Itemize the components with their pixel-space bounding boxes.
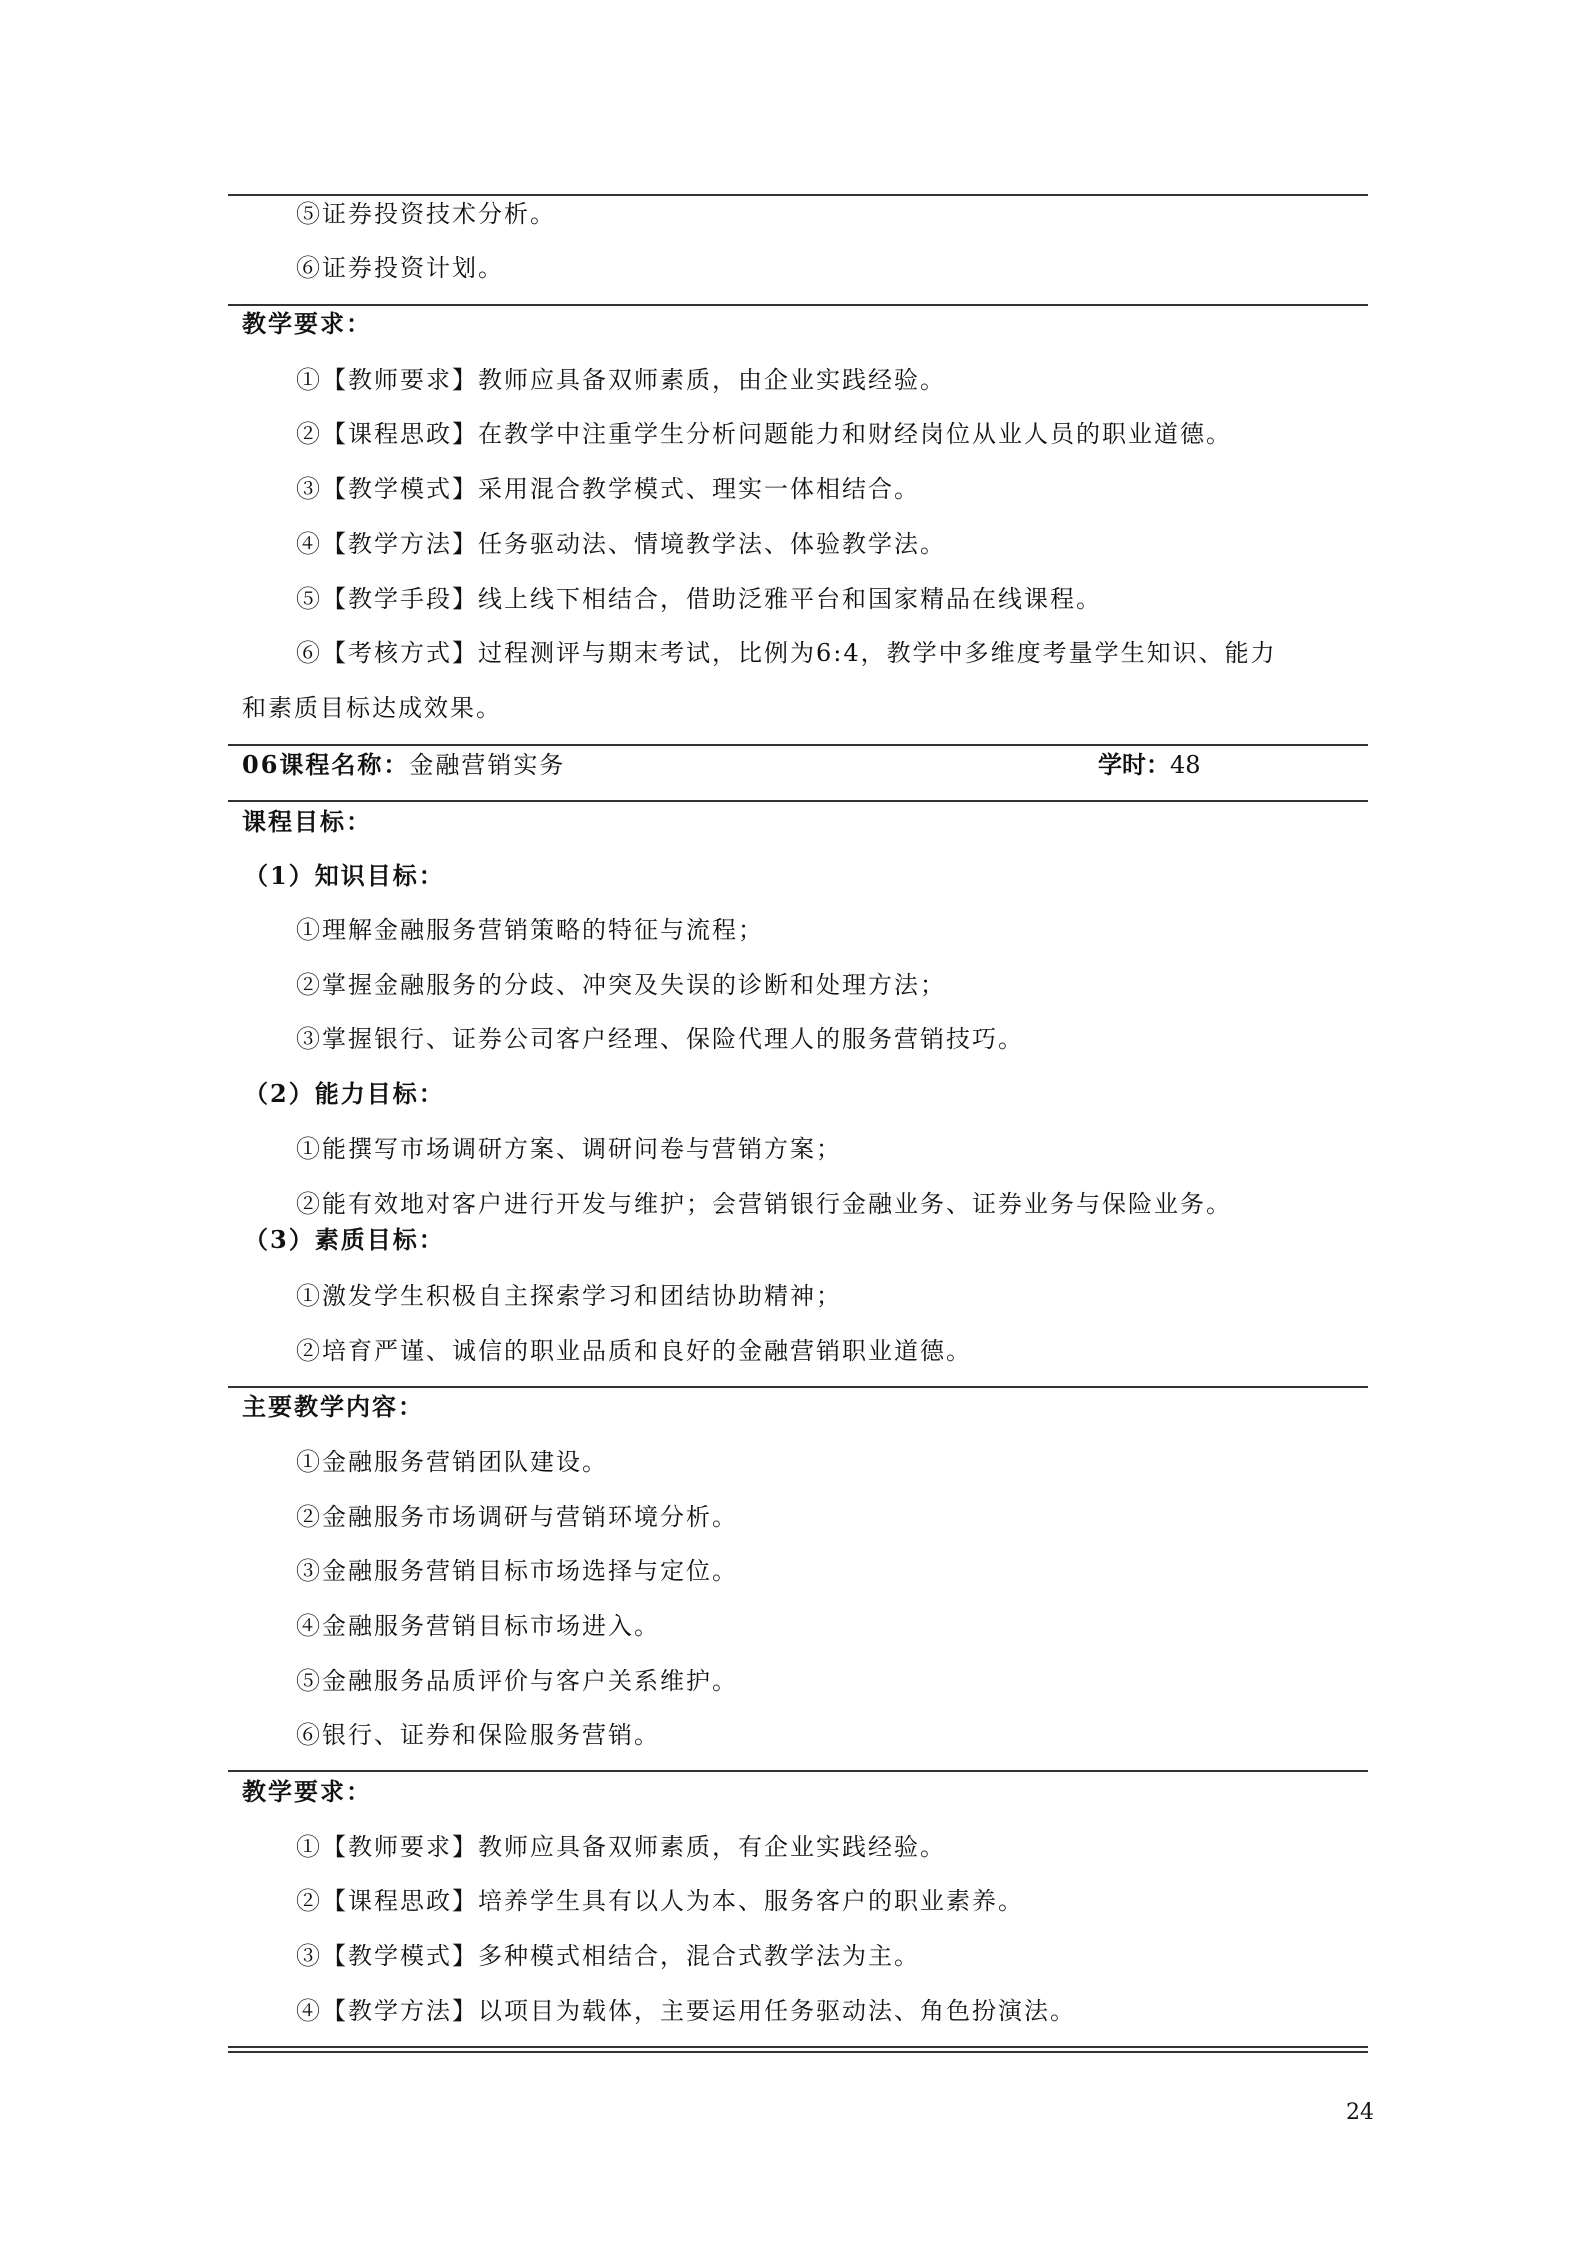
requirement-item: ②【课程思政】在教学中注重学生分析问题能力和财经岗位从业人员的职业道德。 xyxy=(296,420,1232,448)
requirement-item: ②【课程思政】培养学生具有以人为本、服务客户的职业素养。 xyxy=(296,1887,1024,1915)
requirement-item: ⑤【教学手段】线上线下相结合，借助泛雅平台和国家精品在线课程。 xyxy=(296,585,1102,613)
top-rule xyxy=(228,194,1368,196)
requirement-item: ③【教学模式】多种模式相结合，混合式教学法为主。 xyxy=(296,1942,920,1970)
objectives-heading: 课程目标： xyxy=(242,807,372,836)
teaching-requirements-heading: 教学要求： xyxy=(242,1777,372,1806)
bottom-rule xyxy=(228,2046,1368,2053)
section-rule xyxy=(228,800,1368,802)
knowledge-objectives-heading: （1）知识目标： xyxy=(244,861,445,890)
content-item: ①金融服务营销团队建设。 xyxy=(296,1448,608,1476)
requirement-item: ①【教师要求】教师应具备双师素质，由企业实践经验。 xyxy=(296,366,946,394)
requirement-item: ④【教学方法】以项目为载体，主要运用任务驱动法、角色扮演法。 xyxy=(296,1997,1076,2025)
page-number: 24 xyxy=(1346,2100,1374,2125)
course-hours xyxy=(1098,749,1201,781)
main-content-heading: 主要教学内容： xyxy=(242,1392,424,1421)
course-title-row xyxy=(242,749,565,781)
content-item: ⑤证券投资技术分析。 xyxy=(296,200,556,228)
section-rule xyxy=(228,1770,1368,1772)
content-item: ②金融服务市场调研与营销环境分析。 xyxy=(296,1503,738,1531)
course-number-label: 06课程名称： xyxy=(242,750,410,779)
objective-item: ②能有效地对客户进行开发与维护；会营销银行金融业务、证券业务与保险业务。 xyxy=(296,1190,1232,1218)
hours-value: 48 xyxy=(1170,751,1201,779)
requirement-item: ⑥【考核方式】过程测评与期末考试，比例为6:4，教学中多维度考量学生知识、能力 xyxy=(296,639,1277,667)
quality-objectives-heading: （3）素质目标： xyxy=(244,1225,445,1254)
content-item: ⑤金融服务品质评价与客户关系维护。 xyxy=(296,1667,738,1695)
content-item: ③金融服务营销目标市场选择与定位。 xyxy=(296,1557,738,1585)
requirement-item: ①【教师要求】教师应具备双师素质，有企业实践经验。 xyxy=(296,1833,946,1861)
content-item: ④金融服务营销目标市场进入。 xyxy=(296,1612,660,1640)
teaching-requirements-heading: 教学要求： xyxy=(242,309,372,338)
ability-objectives-heading: （2）能力目标： xyxy=(244,1079,445,1108)
objective-item: ①理解金融服务营销策略的特征与流程； xyxy=(296,916,764,944)
content-item: ⑥银行、证券和保险服务营销。 xyxy=(296,1721,660,1749)
section-rule xyxy=(228,304,1368,306)
objective-item: ①能撰写市场调研方案、调研问卷与营销方案； xyxy=(296,1135,842,1163)
objective-item: ①激发学生积极自主探索学习和团结协助精神； xyxy=(296,1282,842,1310)
objective-item: ②掌握金融服务的分歧、冲突及失误的诊断和处理方法； xyxy=(296,971,946,999)
course-name: 金融营销实务 xyxy=(409,751,566,779)
objective-item: ③掌握银行、证券公司客户经理、保险代理人的服务营销技巧。 xyxy=(296,1025,1024,1053)
hours-label: 学时： xyxy=(1098,750,1170,779)
requirement-item: ③【教学模式】采用混合教学模式、理实一体相结合。 xyxy=(296,475,920,503)
requirement-item: ④【教学方法】任务驱动法、情境教学法、体验教学法。 xyxy=(296,530,946,558)
section-rule xyxy=(228,744,1368,746)
content-item: ⑥证券投资计划。 xyxy=(296,254,504,282)
objective-item: ②培育严谨、诚信的职业品质和良好的金融营销职业道德。 xyxy=(296,1337,972,1365)
section-rule xyxy=(228,1386,1368,1388)
requirement-continuation: 和素质目标达成效果。 xyxy=(242,694,502,722)
